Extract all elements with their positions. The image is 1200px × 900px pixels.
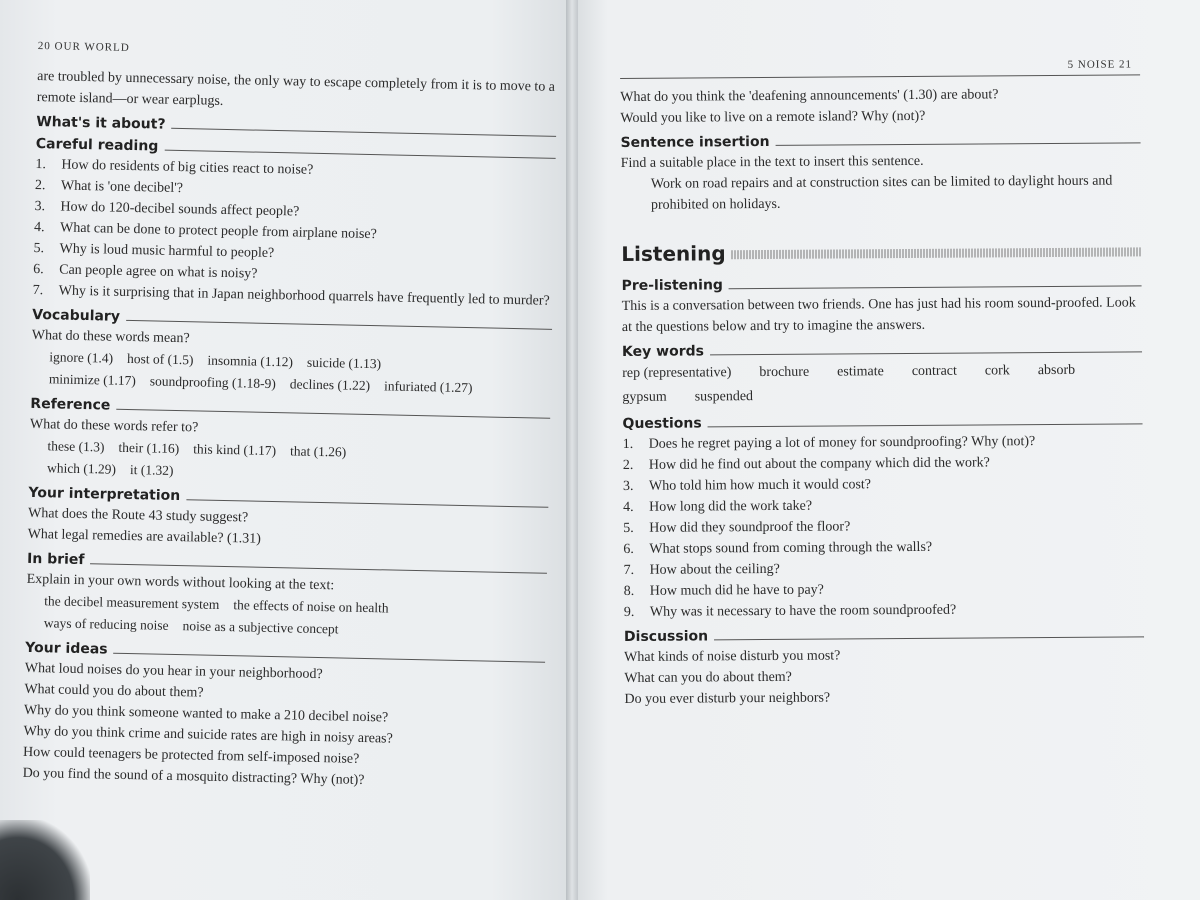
left-page-content [22, 40, 557, 795]
question-number: 2. [622, 457, 634, 473]
key-word: brochure [759, 364, 810, 381]
question-text: Why was it necessary to have the room soundproofed? [649, 602, 957, 620]
question-text: How did they soundproof the floor? [649, 519, 851, 536]
vocabulary-word: soundproofing (1.18-9) [149, 373, 276, 392]
intro-text: are troubled by unnecessary noise, the only way to escape completely from it is to move to a remote island—or wear earplugs. [36, 68, 556, 109]
question-number: 9. [623, 604, 635, 620]
question-text: How do 120-decibel sounds affect people? [60, 199, 300, 220]
question-number: 4. [33, 219, 45, 236]
question-text: How did he find out about the company which did the work? [648, 455, 990, 473]
question-text: What can be done to protect people from airplane noise? [59, 220, 377, 243]
reference-word: this kind (1.17) [193, 441, 277, 459]
in-brief-section [26, 551, 548, 645]
pre-listening-text: This is a conversation between two friends. One has just had his room sound-proofed. Look at the questions below and try to imagine the answers. [621, 295, 1136, 335]
section-title: Careful reading [35, 135, 159, 155]
vocabulary-section [31, 307, 553, 401]
question-text: How about the ceiling? [649, 561, 780, 578]
top-line: What do you think the 'deafening announcements' (1.30) are about? [620, 87, 999, 105]
listening-title: Listening [621, 241, 726, 266]
vocabulary-word: insomnia (1.12) [207, 352, 294, 370]
section-rule [710, 351, 1142, 355]
question-text: What stops sound from coming through the walls? [649, 539, 933, 557]
interpretation-line: What does the Route 43 study suggest? [27, 505, 249, 526]
key-word: rep (representative) [622, 365, 732, 381]
discussion-list [624, 643, 1144, 710]
key-word: suspended [694, 389, 754, 405]
your-ideas-line: What could you do about them? [24, 681, 204, 701]
question-text: Why is loud music harmful to people? [59, 241, 275, 261]
section-title: Pre-listening [621, 277, 723, 294]
question-number: 3. [34, 198, 46, 215]
in-brief-prompt: Explain in your own words without looking at the text: [26, 571, 335, 594]
question-number: 7. [32, 282, 44, 299]
section-title: Key words [621, 343, 705, 360]
book-gutter [566, 0, 578, 900]
section-title: Vocabulary [32, 306, 121, 325]
discussion-section [624, 625, 1145, 710]
thumb-shadow [0, 820, 90, 900]
reference-word: these (1.3) [47, 438, 105, 455]
question-number: 5. [33, 240, 45, 257]
in-brief-topic: noise as a subjective concept [182, 618, 339, 637]
sentence-insertion-prompt: Find a suitable place in the text to insert this sentence. [620, 153, 924, 171]
your-ideas-line: What loud noises do you hear in your neighborhood? [24, 660, 323, 683]
question-text: How long did the work take? [649, 498, 813, 515]
key-words-row [622, 382, 1142, 410]
your-ideas-line: Why do you think someone wanted to make a 210 decibel noise? [23, 702, 389, 726]
question-number: 1. [35, 156, 47, 173]
listening-heading [621, 238, 1141, 266]
question-text: Why is it surprising that in Japan neighborhood quarrels have frequently led to murder? [58, 283, 550, 309]
section-title: In brief [26, 550, 85, 569]
discussion-line: What kinds of noise disturb you most? [624, 648, 841, 665]
key-word: cork [984, 363, 1010, 379]
interpretation-line: What legal remedies are available? (1.31) [27, 526, 261, 547]
key-word: contract [911, 363, 957, 379]
question-number: 3. [622, 478, 634, 494]
section-title: Your interpretation [28, 484, 181, 505]
section-rule [171, 128, 556, 137]
question-number: 6. [623, 541, 634, 557]
key-word: estimate [837, 364, 884, 380]
top-line: Would you like to live on a remote island? Why (not)? [620, 108, 926, 126]
question-text: Who told him how much it would cost? [648, 477, 872, 494]
question-number: 7. [623, 562, 635, 578]
reference-word: it (1.32) [129, 462, 174, 478]
section-title: Reference [30, 395, 111, 414]
in-brief-topic: the effects of noise on health [233, 597, 389, 616]
careful-reading-section [33, 136, 556, 312]
sentence-to-insert: Work on road repairs and at construction sites can be limited to daylight hours and prohibited on holidays. [650, 173, 1113, 213]
right-page-content [620, 58, 1145, 710]
questions-section [622, 412, 1143, 623]
question-text: How do residents of big cities react to noise? [61, 157, 314, 178]
discussion-line: What can you do about them? [624, 669, 792, 686]
question-number: 8. [623, 583, 635, 599]
vocabulary-word: ignore (1.4) [49, 349, 114, 366]
in-brief-topic: ways of reducing noise [43, 615, 169, 633]
questions-list [623, 430, 1144, 623]
hatched-rule [732, 247, 1142, 259]
vocabulary-word: infuriated (1.27) [383, 378, 473, 396]
question-text: Does he regret paying a lot of money for soundproofing? Why (not)? [648, 434, 1036, 452]
section-title: Discussion [623, 628, 709, 645]
key-words-row [622, 358, 1142, 386]
reference-word: their (1.16) [118, 439, 180, 457]
listening-question [624, 598, 1144, 623]
question-number: 1. [622, 436, 634, 452]
question-text: What is 'one decibel'? [60, 178, 184, 197]
right-running-head: 5 NOISE 21 [1067, 58, 1133, 71]
left-running-head: 20 OUR WORLD [37, 40, 130, 54]
top-rule [620, 74, 1140, 79]
reference-word: which (1.29) [46, 460, 117, 477]
your-ideas-line: Why do you think crime and suicide rates are high in noisy areas? [23, 723, 393, 747]
sentence-insertion-section [621, 131, 1142, 216]
section-title: What's it about? [36, 113, 166, 133]
key-words-section [622, 340, 1142, 410]
question-number: 2. [34, 177, 46, 194]
interpretation-section [27, 485, 548, 556]
question-text: How much did he have to pay? [649, 582, 824, 599]
question-number: 4. [623, 499, 634, 515]
section-rule [729, 285, 1142, 289]
vocabulary-word: declines (1.22) [289, 376, 371, 394]
vocabulary-word: minimize (1.17) [48, 371, 137, 389]
question-number: 6. [33, 261, 44, 278]
section-title: Questions [622, 415, 702, 432]
your-ideas-line: Do you find the sound of a mosquito distracting? Why (not)? [22, 765, 365, 788]
discussion-line: Do you ever disturb your neighbors? [624, 690, 831, 707]
section-rule [776, 142, 1141, 146]
vocabulary-word: host of (1.5) [126, 350, 194, 368]
vocabulary-word: suicide (1.13) [306, 354, 382, 372]
reference-word: that (1.26) [289, 443, 347, 460]
question-number: 5. [623, 520, 634, 536]
reference-section [29, 396, 551, 490]
in-brief-topic: the decibel measurement system [44, 593, 220, 612]
key-word: absorb [1037, 362, 1076, 379]
question-text: Can people agree on what is noisy? [59, 262, 258, 282]
reference-prompt: What do these words refer to? [29, 416, 199, 436]
pre-listening-section [622, 274, 1142, 338]
your-ideas-list [22, 658, 545, 795]
section-title: Sentence insertion [620, 133, 770, 151]
key-word: gypsum [622, 389, 667, 405]
vocabulary-prompt: What do these words mean? [31, 327, 190, 347]
section-rule [708, 423, 1143, 427]
your-ideas-section [22, 640, 545, 795]
your-ideas-line: How could teenagers be protected from self-imposed noise? [22, 744, 360, 767]
section-rule [714, 636, 1144, 640]
section-title: Your ideas [25, 639, 108, 658]
careful-reading-list [33, 154, 556, 312]
